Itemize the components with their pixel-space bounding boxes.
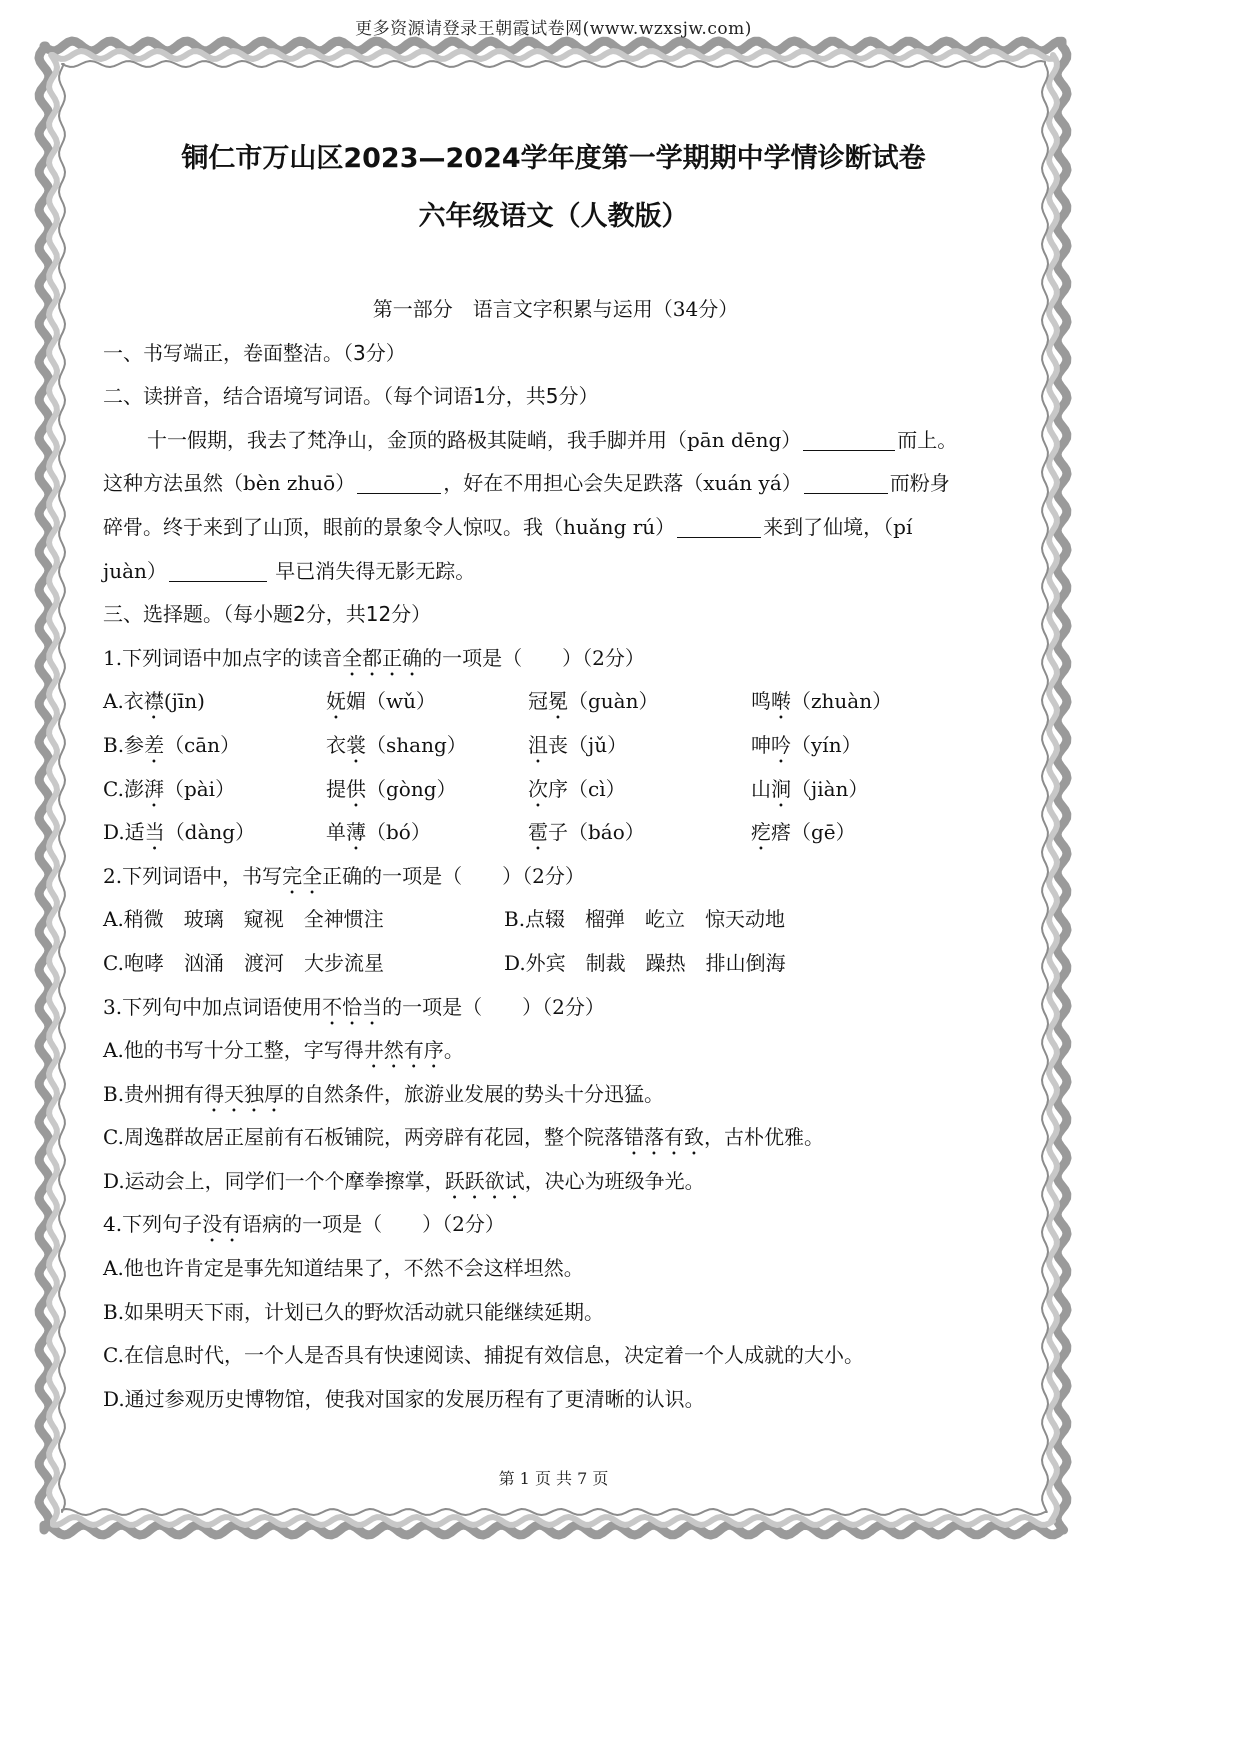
option-b[interactable] xyxy=(103,1073,1008,1117)
passage-line xyxy=(103,550,1008,594)
word-text: 序 xyxy=(548,776,568,801)
passage-line xyxy=(103,419,1008,463)
word-text: B.参 xyxy=(103,732,145,757)
option-c[interactable] xyxy=(103,1116,1008,1160)
pinyin-text: （jǔ） xyxy=(568,732,628,757)
exam-subtitle: 六年级语文（人教版） xyxy=(418,201,689,232)
passage-text: juàn） xyxy=(103,558,167,583)
question-4-stem xyxy=(103,1203,1008,1247)
option-a[interactable] xyxy=(103,1029,1008,1073)
answer-blank[interactable] xyxy=(804,473,888,494)
question-1-option-row-c[interactable] xyxy=(103,768,1008,812)
emphasis-dots: 冕 xyxy=(548,689,568,714)
word-text: 子 xyxy=(548,820,568,845)
emphasis-dots: 襟 xyxy=(143,689,164,714)
website-header-note: 更多资源请登录王朝霞试卷网(www.wzxsjw.com) xyxy=(355,19,752,39)
pinyin-text: （dàng） xyxy=(164,820,256,845)
pinyin-text: （zhuàn） xyxy=(791,689,893,714)
question-2-stem xyxy=(103,855,1008,899)
answer-blank[interactable] xyxy=(357,473,441,494)
pinyin-text: （guàn） xyxy=(568,689,659,714)
emphasis-dots: 不恰当 xyxy=(322,994,383,1019)
question-text: 3.下列句中加点词语使用 xyxy=(103,994,323,1019)
emphasis-dots: 没有 xyxy=(202,1212,243,1237)
option-text: ，古朴优雅。 xyxy=(703,1125,824,1150)
pinyin-text: （pài） xyxy=(163,776,236,801)
option-b[interactable]: B.如果明天下雨，计划已久的野炊活动就只能继续延期。 xyxy=(103,1299,605,1324)
word-text: 呻 xyxy=(751,732,771,757)
pinyin-item xyxy=(528,811,645,855)
emphasis-dots: 全都正确 xyxy=(342,645,423,670)
exam-body xyxy=(103,288,1008,1421)
option-text: B.贵州拥有 xyxy=(103,1081,205,1106)
question-1-options xyxy=(103,680,1008,854)
passage-line xyxy=(103,462,1008,506)
word-text: C.澎 xyxy=(103,776,144,801)
word-text: 瘩 xyxy=(771,820,791,845)
passage-text: 而粉身 xyxy=(889,471,950,496)
pinyin-item xyxy=(751,768,868,812)
word-text: 媚 xyxy=(346,689,366,714)
word-text: 鸣 xyxy=(751,689,771,714)
passage-text: 来到了仙境，（pí xyxy=(763,514,913,539)
emphasis-dots: 当 xyxy=(144,820,165,845)
word-text: A.衣 xyxy=(103,689,144,714)
option-text: ，决心为班级争光。 xyxy=(524,1168,705,1193)
emphasis-dots: 次 xyxy=(528,776,548,801)
section-2-heading: 二、读拼音，结合语境写词语。（每个词语1分，共5分） xyxy=(103,384,599,409)
question-1-stem xyxy=(103,637,1008,681)
word-text: 衣 xyxy=(326,732,346,757)
option-text: C.周逸群故居正屋前有石板铺院，两旁辟有花园，整个院落 xyxy=(103,1125,624,1150)
word-text: 提 xyxy=(326,776,346,801)
option-a[interactable]: A.他也许肯定是事先知道结果了，不然不会这样坦然。 xyxy=(103,1256,584,1281)
pinyin-text: （yín） xyxy=(791,732,862,757)
pinyin-item xyxy=(326,768,457,812)
pinyin-item xyxy=(528,768,626,812)
question-text: 的一项是（ ）（2分） xyxy=(422,645,645,670)
option-b[interactable]: B.点辍 榴弹 屹立 惊天动地 xyxy=(504,907,786,932)
pinyin-item xyxy=(326,680,436,724)
pinyin-item xyxy=(528,724,627,768)
pinyin-text: （wǔ） xyxy=(366,689,436,714)
section-3-heading: 三、选择题。（每小题2分，共12分） xyxy=(103,602,432,627)
passage-line xyxy=(103,506,1008,550)
pinyin-text: （bó） xyxy=(366,820,431,845)
pinyin-text: （jiàn） xyxy=(791,776,869,801)
option-text: A.他的书写十分工整，字写得 xyxy=(103,1038,364,1063)
question-text: 正确的一项是（ ）（2分） xyxy=(322,863,585,888)
option-d[interactable]: D.外宾 制裁 躁热 排山倒海 xyxy=(504,950,786,975)
word-text: 冠 xyxy=(528,689,548,714)
passage-text: ，好在不用担心会失足跌落（xuán yá） xyxy=(443,471,802,496)
answer-blank[interactable] xyxy=(677,517,761,538)
passage-text: 这种方法虽然（bèn zhuō） xyxy=(103,471,356,496)
question-2-option-row xyxy=(103,898,1008,942)
pinyin-item xyxy=(103,724,240,768)
pinyin-item xyxy=(103,768,235,812)
pinyin-text: (jīn) xyxy=(163,689,205,714)
pinyin-item xyxy=(326,811,431,855)
word-text: 丧 xyxy=(548,732,568,757)
part-heading: 第一部分 语言文字积累与运用（34分） xyxy=(372,297,739,321)
pinyin-text: （báo） xyxy=(568,820,645,845)
option-text: D.运动会上，同学们一个个摩拳擦掌， xyxy=(103,1168,445,1193)
emphasis-dots: 疙 xyxy=(751,820,771,845)
question-1-option-row-b[interactable] xyxy=(103,724,1008,768)
emphasis-dots: 裳 xyxy=(346,732,366,757)
emphasis-dots: 完全 xyxy=(282,863,323,888)
question-3-stem xyxy=(103,986,1008,1030)
question-2-option-row xyxy=(103,942,1008,986)
pinyin-text: （gòng） xyxy=(366,776,457,801)
emphasis-dots: 差 xyxy=(144,732,165,757)
question-text: 语病的一项是（ ）（2分） xyxy=(242,1212,505,1237)
question-1-option-row-a[interactable] xyxy=(103,680,1008,724)
pinyin-text: （gē） xyxy=(791,820,856,845)
pinyin-item xyxy=(751,724,862,768)
emphasis-dots: 湃 xyxy=(143,776,164,801)
pinyin-item xyxy=(528,680,659,724)
section-1-heading: 一、书写端正，卷面整洁。（3分） xyxy=(103,340,406,365)
question-text: 的一项是（ ）（2分） xyxy=(382,994,605,1019)
emphasis-dots: 错落有致 xyxy=(623,1125,704,1150)
emphasis-dots: 啭 xyxy=(771,689,791,714)
pinyin-text: （cì） xyxy=(568,776,626,801)
emphasis-dots: 涧 xyxy=(771,776,791,801)
option-d[interactable]: D.通过参观历史博物馆，使我对国家的发展历程有了更清晰的认识。 xyxy=(103,1386,705,1411)
emphasis-dots: 供 xyxy=(346,776,366,801)
word-text: 山 xyxy=(751,776,771,801)
option-c[interactable]: C.在信息时代，一个人是否具有快速阅读、捕捉有效信息，决定着一个人成就的大小。 xyxy=(103,1343,864,1368)
question-text: 4.下列句子 xyxy=(103,1212,203,1237)
passage-text: 而上。 xyxy=(897,427,958,452)
option-d[interactable] xyxy=(103,1160,1008,1204)
option-c[interactable]: C.咆哮 汹涌 渡河 大步流星 xyxy=(103,950,384,975)
pinyin-item xyxy=(751,680,892,724)
emphasis-dots: 薄 xyxy=(346,820,366,845)
passage-text: 碎骨。终于来到了山顶，眼前的景象令人惊叹。我（huǎng rú） xyxy=(103,514,676,539)
passage-text: 早已消失得无影无踪。 xyxy=(268,558,476,583)
word-text: 单 xyxy=(326,820,346,845)
pinyin-item xyxy=(103,811,255,855)
word-text: D.适 xyxy=(103,820,145,845)
answer-blank[interactable] xyxy=(803,430,895,451)
emphasis-dots: 妩 xyxy=(326,689,346,714)
emphasis-dots: 吟 xyxy=(771,732,791,757)
question-text: 2.下列词语中，书写 xyxy=(103,863,283,888)
emphasis-dots: 沮 xyxy=(528,732,548,757)
page-number: 第 1 页 共 7 页 xyxy=(498,1469,609,1488)
option-text: 。 xyxy=(443,1038,464,1063)
question-text: 1.下列词语中加点字的读音 xyxy=(103,645,343,670)
question-1-option-row-d[interactable] xyxy=(103,811,1008,855)
passage-text: 十一假期，我去了梵净山，金顶的路极其陡峭，我手脚并用（pān dēng） xyxy=(147,427,802,452)
emphasis-dots: 得天独厚 xyxy=(204,1081,285,1106)
pinyin-text: （shang） xyxy=(366,732,467,757)
exam-title: 铜仁市万山区2023—2024学年度第一学期期中学情诊断试卷 xyxy=(181,143,926,174)
pinyin-text: （cān） xyxy=(164,732,241,757)
answer-blank[interactable] xyxy=(169,561,267,582)
emphasis-dots: 雹 xyxy=(528,820,548,845)
option-a[interactable]: A.稍微 玻璃 窥视 全神惯注 xyxy=(103,907,384,932)
emphasis-dots: 跃跃欲试 xyxy=(444,1168,525,1193)
pinyin-item xyxy=(751,811,856,855)
pinyin-item xyxy=(326,724,467,768)
emphasis-dots: 井然有序 xyxy=(363,1038,444,1063)
option-text: 的自然条件，旅游业发展的势头十分迅猛。 xyxy=(284,1081,665,1106)
pinyin-item xyxy=(103,680,205,724)
